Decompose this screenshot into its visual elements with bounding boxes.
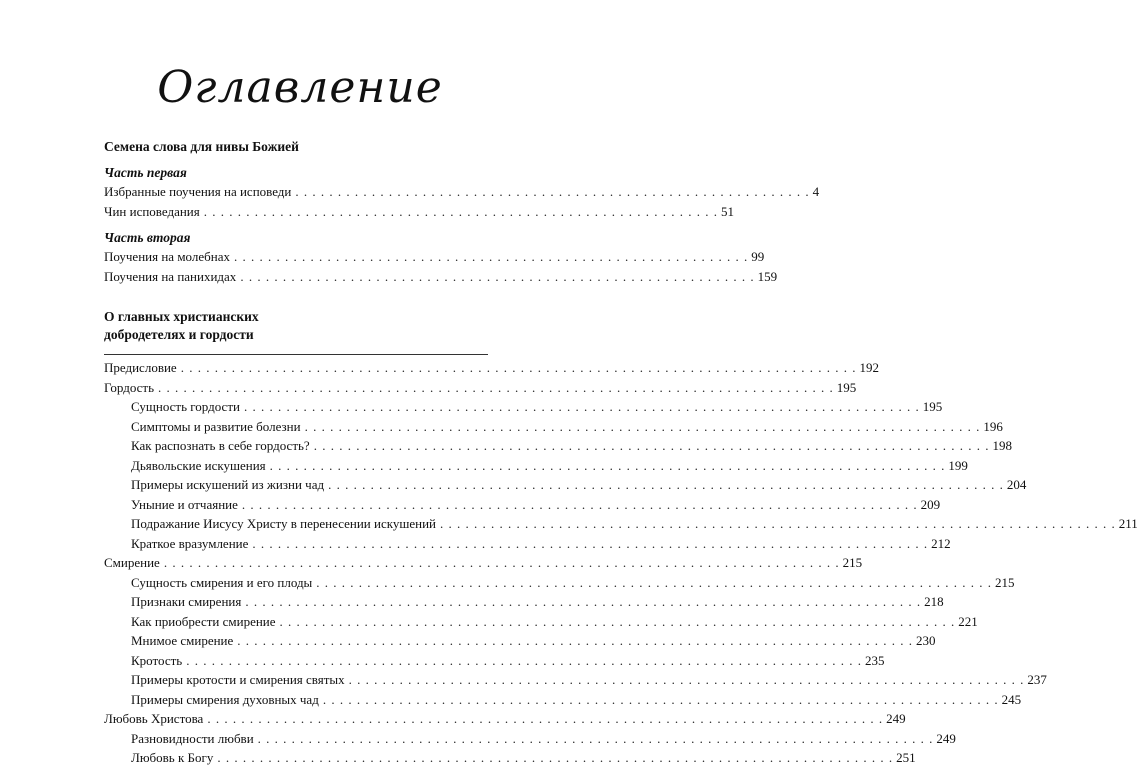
toc-entry-label: Как распознать в себе гордость? xyxy=(131,438,310,453)
dot-leader: . . . . . . . . . . . . . . . . . . . . . . . . . . . . . . . . . . . . . . . . . . . . . . . . . . . . . . . . . . . . . xyxy=(203,203,718,219)
dot-leader: . . . . . . . . . . . . . . . . . . . . . . . . . . . . . . . . . . . . . . . . . . . . . . . . . . . . . . . . . . . . . . . . . . . . . . . . . . . . . . . . xyxy=(186,652,862,668)
toc-entry-page: 237 xyxy=(1027,672,1047,687)
toc-entry-page: 235 xyxy=(864,652,885,668)
toc-entry-page: 195 xyxy=(922,399,943,414)
dot-leader: . . . . . . . . . . . . . . . . . . . . . . . . . . . . . . . . . . . . . . . . . . . . . . . . . . . . . . . . . . . . . . . . . . . . . . . . . . . . . . . . xyxy=(241,496,918,512)
toc-entry[interactable] xyxy=(104,709,906,729)
toc-entry[interactable] xyxy=(104,378,857,398)
toc-entry-label: Примеры кротости и смирения святых xyxy=(131,672,345,687)
toc-entry-label: Симптомы и развитие болезни xyxy=(131,418,301,434)
toc-entry[interactable] xyxy=(104,267,778,287)
toc-entry-label: Уныние и отчаяние xyxy=(131,496,238,512)
toc-entry-label: Гордость xyxy=(104,379,155,395)
toc-entry[interactable] xyxy=(104,358,879,378)
toc-entry-label: Признаки смирения xyxy=(131,594,242,609)
section-title-line: добродетелях и гордости xyxy=(104,327,254,342)
dot-leader: . . . . . . . . . . . . . . . . . . . . . . . . . . . . . . . . . . . . . . . . . . . . . . . . . . . . . . . . . . . . . xyxy=(295,184,810,199)
toc-entry-page: 4 xyxy=(812,184,820,199)
toc-entry[interactable] xyxy=(104,534,951,554)
toc-entry-label: Дьявольские искушения xyxy=(131,457,266,473)
part-title: Часть вторая xyxy=(104,230,191,245)
toc-entry-page: 251 xyxy=(896,750,916,765)
toc-entry[interactable] xyxy=(104,748,916,768)
section-title xyxy=(104,308,334,344)
toc-entry[interactable] xyxy=(104,456,968,476)
toc-entry-label: Примеры искушений из жизни чад xyxy=(131,477,325,492)
toc-entry[interactable] xyxy=(104,417,1003,437)
toc-entry-label: Избранные поучения на исповеди xyxy=(104,184,292,199)
toc-entry[interactable] xyxy=(104,631,936,651)
dot-leader: . . . . . . . . . . . . . . . . . . . . . . . . . . . . . . . . . . . . . . . . . . . . . . . . . . . . . . . . . . . . . . . . . . . . . . . . . . . . . . . . xyxy=(304,418,981,434)
section-title-line: О главных христианских xyxy=(104,309,259,324)
toc-entry-label: Смирение xyxy=(104,555,160,570)
page-title: Оглавление xyxy=(157,62,443,113)
dot-leader: . . . . . . . . . . . . . . . . . . . . . . . . . . . . . . . . . . . . . . . . . . . . . . . . . . . . . . . . . . . . . xyxy=(233,249,749,264)
dot-leader: . . . . . . . . . . . . . . . . . . . . . . . . . . . . . . . . . . . . . . . . . . . . . . . . . . . . . . . . . . . . . . . . . . . . . . . . . . . . . . . . xyxy=(440,516,1116,531)
toc-entry-page: 245 xyxy=(1001,691,1022,707)
toc-entry-label: Предисловие xyxy=(104,360,177,375)
toc-entry-page: 159 xyxy=(757,268,778,284)
toc-entry-label: Сущность гордости xyxy=(131,399,240,414)
toc-entry-label: Чин исповедания xyxy=(104,203,200,219)
toc-entry[interactable] xyxy=(104,651,885,671)
dot-leader: . . . . . . . . . . . . . . . . . . . . . . . . . . . . . . . . . . . . . . . . . . . . . . . . . . . . . . . . . . . . . . . . . . . . . . . . . . . . . . . . xyxy=(348,672,1025,687)
dot-leader: . . . . . . . . . . . . . . . . . . . . . . . . . . . . . . . . . . . . . . . . . . . . . . . . . . . . . . . . . . . . . . . . . . . . . . . . . . . . . . . . xyxy=(158,379,834,395)
toc-entry-page: 192 xyxy=(859,360,879,375)
toc-entry-page: 209 xyxy=(920,496,941,512)
toc-entry-page: 221 xyxy=(958,613,978,629)
dot-leader: . . . . . . . . . . . . . . . . . . . . . . . . . . . . . . . . . . . . . . . . . . . . . . . . . . . . . . . . . . . . . xyxy=(240,268,755,284)
dot-leader: . . . . . . . . . . . . . . . . . . . . . . . . . . . . . . . . . . . . . . . . . . . . . . . . . . . . . . . . . . . . . . . . . . . . . . . . . . . . . . . . xyxy=(243,399,920,414)
section-title: Семена слова для нивы Божией xyxy=(104,139,299,154)
dot-leader: . . . . . . . . . . . . . . . . . . . . . . . . . . . . . . . . . . . . . . . . . . . . . . . . . . . . . . . . . . . . . . . . . . . . . . . . . . . . . . . . xyxy=(313,438,990,453)
toc-entry[interactable] xyxy=(104,202,734,222)
toc-entry[interactable] xyxy=(104,495,941,515)
toc-entry-label: Разновидности любви xyxy=(131,730,254,746)
part-title: Часть первая xyxy=(104,165,187,180)
toc-entry-page: 198 xyxy=(992,438,1012,453)
dot-leader: . . . . . . . . . . . . . . . . . . . . . . . . . . . . . . . . . . . . . . . . . . . . . . . . . . . . . . . . . . . . . . . . . . . . . . . . . . . . . . . . xyxy=(269,457,946,473)
dot-leader: . . . . . . . . . . . . . . . . . . . . . . . . . . . . . . . . . . . . . . . . . . . . . . . . . . . . . . . . . . . . . . . . . . . . . . . . . . . . . . . . xyxy=(279,613,956,629)
toc-entry-page: 211 xyxy=(1118,516,1138,531)
dot-leader: . . . . . . . . . . . . . . . . . . . . . . . . . . . . . . . . . . . . . . . . . . . . . . . . . . . . . . . . . . . . . . . . . . . . . . . . . . . . . . . . xyxy=(328,477,1004,492)
toc-entry-label: Как приобрести смирение xyxy=(131,613,276,629)
toc-entry[interactable] xyxy=(104,514,1138,534)
toc-entry-label: Любовь Христова xyxy=(104,711,204,726)
toc-entry[interactable] xyxy=(104,436,1012,456)
toc-entry[interactable] xyxy=(104,247,765,267)
toc-entry-label: Мнимое смирение xyxy=(131,633,234,648)
toc-entry[interactable] xyxy=(104,690,1022,710)
dot-leader: . . . . . . . . . . . . . . . . . . . . . . . . . . . . . . . . . . . . . . . . . . . . . . . . . . . . . . . . . . . . . . . . . . . . . . . . . . . . . . . . xyxy=(180,360,857,375)
toc-entry[interactable] xyxy=(104,182,820,202)
dot-leader: . . . . . . . . . . . . . . . . . . . . . . . . . . . . . . . . . . . . . . . . . . . . . . . . . . . . . . . . . . . . . . . . . . . . . . . . . . . . . . . . xyxy=(217,750,894,765)
toc-entry-label: Поучения на панихидах xyxy=(104,268,237,284)
toc-entry-label: Поучения на молебнах xyxy=(104,249,230,264)
toc-entry[interactable] xyxy=(104,573,1015,593)
dot-leader: . . . . . . . . . . . . . . . . . . . . . . . . . . . . . . . . . . . . . . . . . . . . . . . . . . . . . . . . . . . . . . . . . . . . . . . . . . . . . . . . xyxy=(237,633,914,648)
toc-list xyxy=(104,358,1138,768)
toc-entry[interactable] xyxy=(104,670,1047,690)
toc-entry-page: 204 xyxy=(1006,477,1027,492)
toc-entry[interactable] xyxy=(104,729,956,749)
toc-entry-page: 215 xyxy=(842,555,863,570)
dot-leader: . . . . . . . . . . . . . . . . . . . . . . . . . . . . . . . . . . . . . . . . . . . . . . . . . . . . . . . . . . . . . . . . . . . . . . . . . . . . . . . . xyxy=(207,711,884,726)
toc-entry-label: Краткое вразумление xyxy=(131,535,249,551)
toc-entry-page: 199 xyxy=(948,457,968,473)
dot-leader: . . . . . . . . . . . . . . . . . . . . . . . . . . . . . . . . . . . . . . . . . . . . . . . . . . . . . . . . . . . . . . . . . . . . . . . . . . . . . . . . xyxy=(245,594,922,609)
dot-leader: . . . . . . . . . . . . . . . . . . . . . . . . . . . . . . . . . . . . . . . . . . . . . . . . . . . . . . . . . . . . . . . . . . . . . . . . . . . . . . . . xyxy=(322,691,999,707)
toc-entry-page: 51 xyxy=(721,203,734,219)
toc-entry-page: 215 xyxy=(995,574,1015,590)
toc-entry-page: 218 xyxy=(924,594,944,609)
toc-entry-page: 212 xyxy=(931,535,951,551)
dot-leader: . . . . . . . . . . . . . . . . . . . . . . . . . . . . . . . . . . . . . . . . . . . . . . . . . . . . . . . . . . . . . . . . . . . . . . . . . . . . . . . . xyxy=(163,555,840,570)
toc-entry-page: 249 xyxy=(886,711,906,726)
toc-entry[interactable] xyxy=(104,592,944,612)
dot-leader: . . . . . . . . . . . . . . . . . . . . . . . . . . . . . . . . . . . . . . . . . . . . . . . . . . . . . . . . . . . . . . . . . . . . . . . . . . . . . . . . xyxy=(252,535,929,551)
toc-entry-page: 249 xyxy=(936,730,956,746)
toc-entry-page: 230 xyxy=(916,633,936,648)
dot-leader: . . . . . . . . . . . . . . . . . . . . . . . . . . . . . . . . . . . . . . . . . . . . . . . . . . . . . . . . . . . . . . . . . . . . . . . . . . . . . . . . xyxy=(257,730,934,746)
toc-entry-label: Подражание Иисусу Христу в перенесении искушений xyxy=(131,516,437,531)
toc-entry[interactable] xyxy=(104,475,1027,495)
toc-entry-label: Кротость xyxy=(131,652,183,668)
toc-entry[interactable] xyxy=(104,553,863,573)
toc-entry-label: Любовь к Богу xyxy=(131,750,214,765)
dot-leader: . . . . . . . . . . . . . . . . . . . . . . . . . . . . . . . . . . . . . . . . . . . . . . . . . . . . . . . . . . . . . . . . . . . . . . . . . . . . . . . . xyxy=(316,574,993,590)
toc-entry[interactable] xyxy=(104,612,978,632)
toc-entry-label: Сущность смирения и его плоды xyxy=(131,574,313,590)
toc-entry-page: 196 xyxy=(983,418,1003,434)
toc-content xyxy=(104,138,1138,768)
toc-entry-page: 99 xyxy=(751,249,765,264)
toc-entry-label: Примеры смирения духовных чад xyxy=(131,691,319,707)
toc-entry[interactable] xyxy=(104,397,943,417)
toc-entry-page: 195 xyxy=(836,379,857,395)
section-divider xyxy=(104,354,488,355)
